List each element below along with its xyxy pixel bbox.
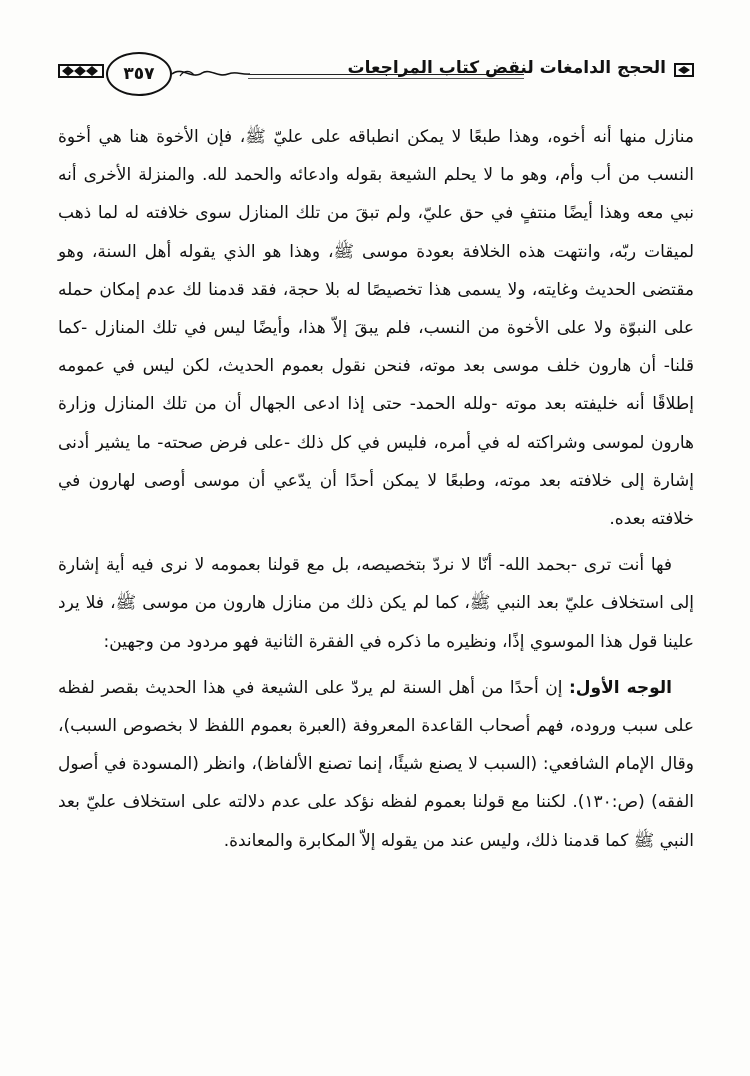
flourish-ornament-icon [170,64,250,82]
ornament-left-icon [58,63,104,79]
paragraph-3 [58,669,694,860]
paragraph-2: فها أنت ترى -بحمد الله- أنّا لا نردّ بتخصيصه، بل مع قولنا بعمومه لا نرى فيه أية إشارة إلى استخلاف عليّ بعد النبي ﷺ، كما لم يكن ذلك من منازل هارون من موسى ﷺ، فلا يرد علينا قول هذا الموسوي إذًا، ونظيره ما ذكره في الفقرة الثانية فهو مردود من وجهين: [58,555,694,652]
body-text [58,118,694,860]
header-rule-thin [248,78,524,79]
paragraph-1: منازل منها أنه أخوه، وهذا طبعًا لا يمكن انطباقه على عليّ ﷺ، فإن الأخوة هنا هي أخوة النسب من أب وأم، وهو ما لا يحلم الشيعة بقوله وادعائه والحمد لله. والمنزلة الأخرى أنه نبي معه وهذا أيضًا منتفٍ في حق عليّ، ولم تبقَ من تلك المنازل سوى خلافته له لما ذهب لميقات ربّه، وانتهت هذه الخلافة بعودة موسى ﷺ، وهذا هو الذي يقوله أهل السنة، وهو مقتضى الحديث وغايته، ولا يسمى هذا تخصيصًا له بلا حجة، فقد قدمنا لك عدم إمكان حمله على النبوّة ولا على الأخوة من النسب، فلم يبقَ إلاّ هذا، وأيضًا ليس في تلك المنازل -كما قلنا- أن هارون خلف موسى بعد موته، فنحن نقول بعموم الحديث، لكن ليس في عمومه إطلاقًا أنه خليفته بعد موته -ولله الحمد- حتى إذا ادعى الجهال أن من تلك المنازل وزارة هارون لموسى وشراكته له في أمره، فليس في كل ذلك -على فرض صحته- ما يشير أدنى إشارة إلى خلافته بعد موته، وطبعًا لا يمكن أحدًا أن يدّعي أن موسى أوصى لهارون في خلافته بعده. [58,127,694,530]
paragraph-3-text: إن أحدًا من أهل السنة لم يردّ على الشيعة في هذا الحديث بقصر لفظه على سبب وروده، فهم أصحاب القاعدة المعروفة (العبرة بعموم اللفظ لا بخصوص السبب)، وقال الإمام الشافعي: (السبب لا يصنع شيئًا، إنما تصنع الألفاظ)، وانظر (المسودة في أصول الفقه) (ص:١٣٠). لكننا مع قولنا بعموم لفظه نؤكد على عدم دلالته على استخلاف عليّ بعد النبي ﷺ كما قدمنا ذلك، وليس عند من يقوله إلاّ المكابرة والمعاندة. [58,677,694,851]
header-bullet-icon [674,63,694,77]
running-title: الحجج الدامغات لنقض كتاب المراجعات [347,58,666,78]
page-number: ٣٥٧ [106,52,172,96]
page-header [58,46,694,102]
paragraph-3-lead: الوجه الأول: [568,677,673,698]
